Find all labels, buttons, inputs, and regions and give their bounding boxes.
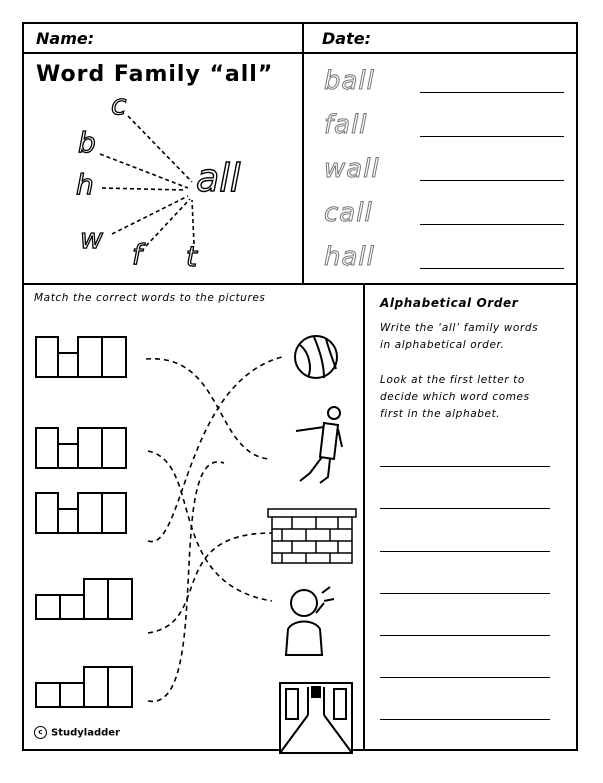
word-family-spokes <box>24 24 304 254</box>
trace-word-call: call <box>324 198 373 228</box>
shape-box-1 <box>36 337 126 377</box>
write-line-2[interactable] <box>420 136 564 137</box>
match-section-drawing <box>24 283 364 753</box>
match-curve-4 <box>148 533 272 633</box>
shape-box-5 <box>36 667 132 707</box>
write-line-4[interactable] <box>420 224 564 225</box>
letter-c: c <box>111 88 127 121</box>
match-instruction: Match the correct words to the pictures <box>34 292 266 304</box>
write-line-1[interactable] <box>420 92 564 93</box>
trace-word-wall: wall <box>324 154 380 184</box>
write-line-3[interactable] <box>420 180 564 181</box>
hallway-picture <box>280 683 352 753</box>
name-label: Name: <box>36 29 95 48</box>
brick-wall-picture <box>268 509 356 563</box>
copyright <box>34 726 120 739</box>
letter-b: b <box>78 126 96 159</box>
answer-line-4[interactable] <box>380 593 550 594</box>
letter-h: h <box>76 168 94 201</box>
spoke-b <box>100 154 188 188</box>
spoke-w <box>112 196 188 234</box>
word-family-title: Word Family “all” <box>36 62 274 87</box>
date-label: Date: <box>322 29 371 48</box>
calling-man-picture <box>286 587 334 655</box>
spoke-c <box>128 116 192 182</box>
shape-box-3 <box>36 493 126 533</box>
spoke-t <box>192 200 194 244</box>
answer-line-6[interactable] <box>380 677 550 678</box>
ball-picture <box>295 336 337 378</box>
trace-word-fall: fall <box>324 110 368 140</box>
answer-line-3[interactable] <box>380 551 550 552</box>
worksheet-frame <box>22 22 578 751</box>
match-curve-1 <box>146 359 269 459</box>
answer-line-7[interactable] <box>380 719 550 720</box>
write-line-5[interactable] <box>420 268 564 269</box>
trace-word-hall: hall <box>324 242 375 272</box>
spoke-f <box>146 199 190 246</box>
brand-name: Studyladder <box>51 727 120 739</box>
alpha-instruction-1: Write the ‘all’ family words in alphabetical order. <box>380 322 539 351</box>
match-curve-5 <box>148 462 224 701</box>
shape-box-2 <box>36 428 126 468</box>
letter-w: w <box>80 222 103 255</box>
answer-line-1[interactable] <box>380 466 550 467</box>
answer-line-5[interactable] <box>380 635 550 636</box>
match-curve-3 <box>148 357 282 542</box>
alpha-instruction-2: Look at the first letter to decide which word comes first in the alphabet. <box>380 374 530 420</box>
trace-word-ball: ball <box>324 66 375 96</box>
alpha-heading: Alphabetical Order <box>380 296 519 310</box>
center-word-all: all <box>196 156 241 200</box>
match-curve-2 <box>148 451 272 601</box>
falling-boy-picture <box>296 407 342 483</box>
shape-box-4 <box>36 579 132 619</box>
letter-f: f <box>132 238 142 271</box>
letter-t: t <box>186 240 197 273</box>
answer-line-2[interactable] <box>380 508 550 509</box>
spoke-h <box>102 188 184 190</box>
copyright-icon: c <box>34 726 47 739</box>
